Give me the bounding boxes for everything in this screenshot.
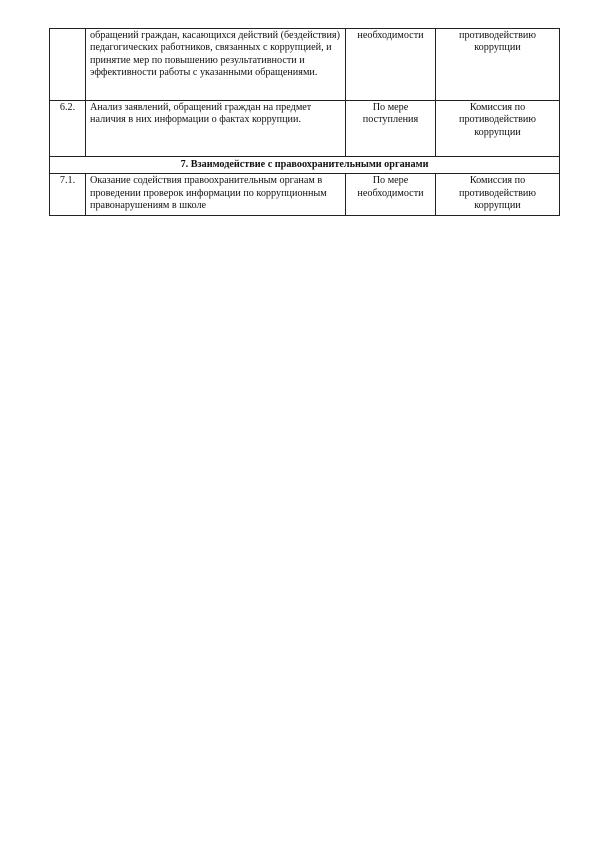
section-title: 7. Взаимодействие с правоохранительными органами [180, 159, 429, 170]
table-row [50, 174, 560, 216]
activity-cell [86, 174, 346, 216]
activity-text: Оказание содействия правоохранительным органам в проведении проверок информации по коррупционным правонарушениям в школе [90, 175, 327, 212]
responsible-text: Комиссия по противодействию коррупции [459, 102, 536, 138]
row-number: 7.1. [59, 175, 76, 187]
activity-cell [86, 29, 346, 101]
responsible-cell [436, 29, 560, 101]
row-number-cell [50, 174, 86, 216]
section-header-row [50, 157, 560, 174]
deadline-text: По мере поступления [362, 102, 419, 126]
table-row [50, 101, 560, 157]
table-row [50, 29, 560, 101]
row-number: 6.2. [59, 102, 76, 113]
deadline-text: По мере необходимости [357, 175, 424, 199]
responsible-cell [436, 101, 560, 157]
deadline-text: необходимости [357, 30, 424, 41]
responsible-text: противодействию коррупции [459, 30, 536, 54]
responsible-text: Комиссия по противодействию коррупции [459, 175, 536, 212]
row-number-cell [50, 29, 86, 101]
responsible-cell [436, 174, 560, 216]
activity-cell [86, 101, 346, 157]
row-number-cell [50, 101, 86, 157]
activity-text: Анализ заявлений, обращений граждан на предмет наличия в них информации о фактах коррупции. [90, 102, 312, 126]
deadline-cell [346, 101, 436, 157]
section-title-cell [50, 157, 560, 174]
deadline-cell [346, 174, 436, 216]
activity-text: обращений граждан, касающихся действий (бездействия) педагогических работников, связанных с коррупцией, и принятие мер по повышению результативности и эффективности работы с указанными обращениями. [90, 30, 340, 79]
deadline-cell [346, 29, 436, 101]
plan-table [49, 28, 560, 216]
